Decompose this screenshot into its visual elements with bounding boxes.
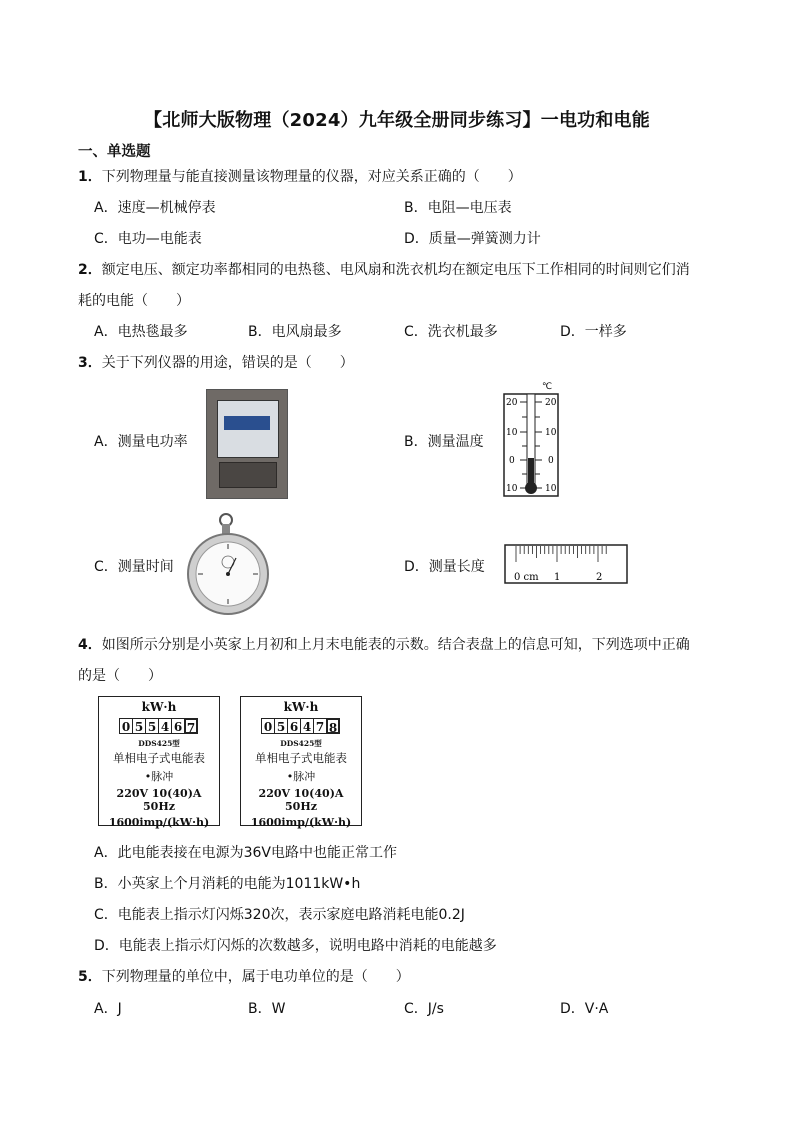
question-number: 1．: [78, 169, 102, 185]
q4-option-b: B．小英家上个月消耗的电能为1011kW•h: [94, 876, 361, 892]
q1-option-c: C．电功—电能表: [94, 231, 202, 247]
question-number: 4．: [78, 637, 102, 653]
q2-option-c: C．洗衣机最多: [404, 324, 498, 340]
thermometer-tick-right: 10: [545, 428, 557, 438]
energy-meter-end: [240, 696, 362, 829]
q5-option-a: A．J: [94, 1001, 122, 1017]
thermometer-tick-right: 20: [545, 398, 557, 408]
meter-model: DDS425型: [138, 739, 180, 748]
meter-digit: 6: [287, 718, 301, 734]
question-stem: 下列物理量与能直接测量该物理量的仪器，对应关系正确的（ ）: [101, 169, 522, 185]
q5-option-b: B．W: [248, 1001, 286, 1017]
meter-constant: 1600imp/(kW·h): [250, 816, 352, 829]
ruler-label-one: 1: [554, 572, 561, 583]
meter-digit: 5: [274, 718, 288, 734]
meter-pulse-indicator: •脉冲: [144, 770, 174, 783]
thermometer-tick-right: 10: [545, 484, 557, 494]
page-title: 【北师大版物理（2024）九年级全册同步练习】一电功和电能: [144, 110, 650, 131]
question-stem-line2: 耗的电能（ ）: [78, 293, 190, 309]
q3-option-a: A．测量电功率: [94, 434, 188, 450]
energy-meter-photo: [206, 389, 288, 499]
ruler-image: [504, 544, 628, 584]
meter-digit: 4: [300, 718, 314, 734]
q3-option-b: B．测量温度: [404, 434, 484, 450]
meter-unit: kW·h: [283, 700, 319, 714]
q2-option-d: D．一样多: [560, 324, 627, 340]
meter-rating: 220V 10(40)A 50Hz: [258, 787, 344, 813]
thermometer-unit-label: ℃: [542, 382, 553, 392]
q3-option-d: D．测量长度: [404, 559, 485, 575]
q4-option-a: A．此电能表接在电源为36V电路中也能正常工作: [94, 845, 397, 861]
thermometer-tick-left: 10: [506, 484, 518, 494]
q5-option-c: C．J/s: [404, 1001, 444, 1017]
energy-meter-start: [98, 696, 220, 829]
question-stem: 关于下列仪器的用途，错误的是（ ）: [101, 355, 354, 371]
q2-option-a: A．电热毯最多: [94, 324, 188, 340]
meter-unit: kW·h: [141, 700, 177, 714]
thermometer-tick-left: 10: [506, 428, 518, 438]
q1-option-d: D．质量—弹簧测力计: [404, 231, 541, 247]
thermometer-image: [502, 380, 562, 498]
thermometer-tick-right: 0: [548, 456, 554, 466]
meter-digit: 0: [261, 718, 275, 734]
question-stem: 下列物理量的单位中，属于电功单位的是（ ）: [101, 969, 410, 985]
meter-digit: 4: [158, 718, 172, 734]
ruler-label-zero: 0 cm: [514, 572, 539, 583]
meter-digit: 5: [145, 718, 159, 734]
meter-digits: [241, 718, 361, 734]
q4-option-d: D．电能表上指示灯闪烁的次数越多，说明电路中消耗的电能越多: [94, 938, 497, 954]
question-3: [78, 352, 354, 372]
question-stem-line1: 如图所示分别是小英家上月初和上月末电能表的示数。结合表盘上的信息可知，下列选项中正确: [101, 637, 690, 653]
meter-digits: [99, 718, 219, 734]
question-number: 5．: [78, 969, 102, 985]
question-5: [78, 966, 410, 986]
q2-option-b: B．电风扇最多: [248, 324, 342, 340]
question-1: [78, 166, 522, 186]
q1-option-b: B．电阻—电压表: [404, 200, 512, 216]
meter-constant: 1600imp/(kW·h): [108, 816, 210, 829]
meter-digit-decimal: 7: [184, 718, 198, 734]
meter-digit: 7: [313, 718, 327, 734]
question-4: [78, 634, 690, 654]
q4-option-c: C．电能表上指示灯闪烁320次，表示家庭电路消耗电能0.2J: [94, 907, 465, 923]
question-stem-line1: 额定电压、额定功率都相同的电热毯、电风扇和洗衣机均在额定电压下工作相同的时间则它们消: [101, 262, 690, 278]
thermometer-tick-left: 0: [509, 456, 515, 466]
meter-rating: 220V 10(40)A 50Hz: [116, 787, 202, 813]
meter-pulse-indicator: •脉冲: [286, 770, 316, 783]
meter-digit-decimal: 8: [326, 718, 340, 734]
meter-digit: 0: [119, 718, 133, 734]
stopwatch-image: [186, 512, 270, 620]
meter-model: DDS425型: [280, 739, 322, 748]
meter-digit: 5: [132, 718, 146, 734]
meter-name: 单相电子式电能表: [255, 751, 347, 765]
q5-option-d: D．V·A: [560, 1001, 609, 1017]
section-heading: 一、单选题: [78, 144, 151, 160]
meter-digit: 6: [171, 718, 185, 734]
ruler-label-two: 2: [596, 572, 603, 583]
question-stem-line2: 的是（ ）: [78, 668, 162, 684]
thermometer-tick-left: 20: [506, 398, 518, 408]
question-2: [78, 259, 690, 279]
q3-option-c: C．测量时间: [94, 559, 174, 575]
question-number: 2．: [78, 262, 102, 278]
question-number: 3．: [78, 355, 102, 371]
q1-option-a: A．速度—机械停表: [94, 200, 216, 216]
meter-name: 单相电子式电能表: [113, 751, 205, 765]
